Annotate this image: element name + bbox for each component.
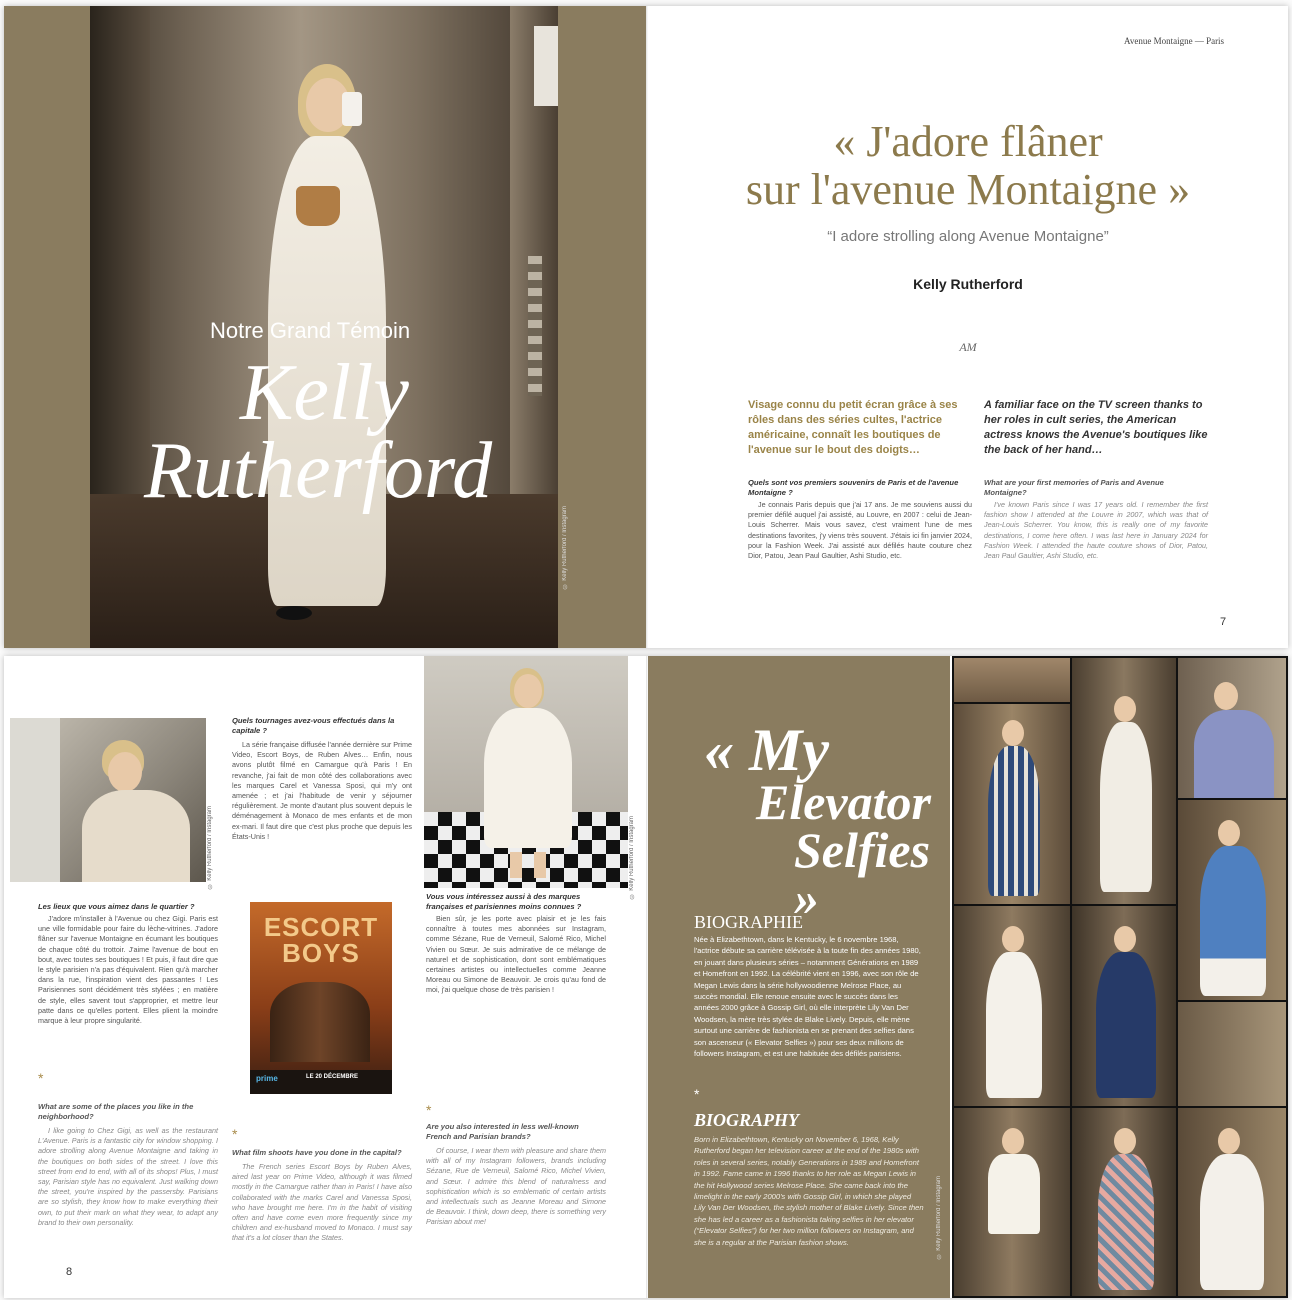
- selfie-photo: [954, 704, 1070, 904]
- answer-2-english: The French series Escort Boys by Ruben Alves, aired last year on Prime Video, although it was filmed mostly in the Camargue rather than in Paris! I have also collaborated with the marks Carel and Vanessa Sposi, who have brought me here. I'm in the habit of visiting often and have come even more frequently since my children and ex-husband moved to Monaco. I must say that it's a lot closer than the States.: [232, 1162, 412, 1243]
- selfie-photo: [1178, 1002, 1286, 1106]
- headline-line-2: Elevator: [756, 774, 931, 830]
- article-title-line-1: « J'adore flâner: [833, 117, 1103, 166]
- headline-line-3: Selfies »: [794, 822, 931, 926]
- bio-english-heading: BIOGRAPHY: [694, 1110, 800, 1130]
- cover-name-last: Rutherford: [144, 427, 493, 515]
- photo-credit-window: © Kelly Rutherford / Instagram: [207, 806, 213, 889]
- page-number-8: 8: [66, 1266, 73, 1278]
- answer-4-french: Bien sûr, je les porte avec plaisir et je les fais connaître à toutes mes abonnées sur Instagram, comme Sézane, Rue de Verneuil, Salomé Rico, Michel Vivien ou Sœur. Je suis admirative de ce mélange de naturel et de sophistication, dont sont emblématiques certaines artistes ou intellectuelles comme Jeanne Moreau ou Simone de Beauvoir. Je crois qu'au fond de moi, j'ai quelque chose de très parisien !: [426, 914, 606, 995]
- photo-window-portrait: [10, 718, 206, 882]
- poster-brand: prime: [256, 1074, 278, 1083]
- article-title-line-2: sur l'avenue Montaigne »: [745, 165, 1191, 214]
- page-number-7: 7: [1220, 616, 1227, 628]
- answer-4-english: Of course, I wear them with pleasure and share them with all of my Instagram followers, brands including Sézane, Rue de Verneuil, Salomé Rico, Michel Vivien, and Sœur. I admire this blend of naturalness and sophistication which is so emblematic of certain artists and intellectuals such as Jeanne Moreau and Simone de Beauvoir. I think, down deep, there is something very Parisian about me!: [426, 1146, 606, 1227]
- question-4-english: Are you also interested in less well-known French and Parisian brands?: [426, 1122, 579, 1141]
- answer-1-english: I've known Paris since I was 17 years old. I remember the first fashion show I attended at the Louvre in 2007, which was that of Jean-Louis Scherrer. You know, this is really one of my favorite destinations, I come here often. I was last here in January 2024 for Fashion Week. I attended the haute couture shows of Dior, Patou, Jean Paul Gaultier, Ashi Studio, etc.: [984, 500, 1208, 561]
- question-3-english: What are some of the places you like in the neighborhood?: [38, 1102, 194, 1121]
- question-1-english: What are your first memories of Paris and Avenue Montaigne?: [984, 478, 1164, 497]
- bio-french-heading: BIOGRAPHIE: [694, 912, 804, 932]
- question-3-french: Les lieux que vous aimez dans le quartier ?: [38, 902, 195, 911]
- selfie-photo: [1072, 906, 1176, 1106]
- article-title: [654, 118, 1282, 214]
- answer-3-french: J'adore m'installer à l'Avenue ou chez Gigi. Paris est une ville formidable pour faire du lèche-vitrines. J'adore flâner sur l'avenue Montaigne en écumant les boutiques de chaque côté du trottoir. J'aime l'avenue de bout en bout, avec toutes ses boutiques ! Et puis, il faut dire que le style parisien n'a pas d'équivalent. Rien qu'à marcher dans la rue, l'inspiration vient des passantes ! Les Parisiennes sont décidément très stylées ; en matière de style, elles savent tout s'approprier, et mettre leur patte dans ce qu'elles portent. Elles plient la moindre marque à leur propre singularité.: [38, 914, 218, 1026]
- bio-french: Née à Elizabethtown, dans le Kentucky, le 6 novembre 1968, l'actrice débute sa carrière télévisée à la toute fin des années 1980, en jouant dans plusieurs séries – notamment Générations en 1989 et Homefront en 1992. La célébrité vient en 1996, avec son rôle de Megan Lewis dans la série hollywoodienne Melrose Place, au succès mondial. Elle renoue ensuite avec le succès dans les années 2000 grâce à Gossip Girl, où elle interprète Lily Van Der Woodsen, la mère très stylée de Blake Lively. Depuis, elle mène surtout une carrière de fashionista en se prenant des selfies dans son ascenseur (« Elevator Selfies ») pour ses deux millions de followers Instagram, et est une habituée des défilés parisiens.: [694, 935, 921, 1059]
- escort-boys-poster: [250, 902, 392, 1094]
- selfie-photo: [954, 658, 1070, 702]
- poster-title-2: BOYS: [282, 938, 360, 968]
- answer-3-english: I like going to Chez Gigi, as well as the restaurant L'Avenue. Paris is a fantastic city for window shopping. I adore strolling along Avenue Montaigne and taking in the boutiques on both sides of the street. I love this street from end to end, with all of its shops! Plus, I must say, Parisian style has no equivalent. Just walking down the street, you're inspired by the passersby. Parisians are so stylish, they know how to make everything their own, to put their mark on what they wear, to adapt any brand to their own personality.: [38, 1126, 218, 1227]
- lead-english: A familiar face on the TV screen thanks to her roles in cult series, the American actress knows the Avenue's boutiques like the back of her hand…: [984, 399, 1208, 456]
- selfie-photo: [954, 906, 1070, 1106]
- cover-name-first: Kelly: [240, 349, 409, 437]
- selfie-photo: [1072, 658, 1176, 904]
- cover-kicker: Notre Grand Témoin: [210, 318, 411, 343]
- article-title-english: “I adore strolling along Avenue Montaigne”: [827, 228, 1109, 245]
- ornament-star-1: *: [38, 1070, 44, 1086]
- poster-title-1: ESCORT: [263, 912, 379, 942]
- selfie-photo: [1178, 1108, 1286, 1296]
- photo-credit-dior: © Kelly Rutherford / Instagram: [629, 816, 635, 899]
- monogram-ornament: AM: [959, 340, 977, 354]
- headline-line-1: « My: [704, 717, 829, 783]
- bio-english: Born in Elizabethtown, Kentucky on November 6, 1968, Kelly Rutherford began her television career at the end of the 1980s with roles in several series, notably Generations in 1989 and Homefront in 1992. Fame came in 1996 thanks to her role as Megan Lewis in the hit Hollywood series Melrose Place. She came back into the limelight in the early 2000's with Gossip Girl, in which she played Lily Van Der Woodsen, the stylish mother of Blake Lively. Since then she has led a career as a fashionista taking selfies in her elevator (“Elevator Selfies”) for her two million followers on Instagram, and she is a regular at the Parisian fashion shows.: [694, 1135, 924, 1247]
- selfie-photo: [1178, 800, 1286, 1000]
- selfie-grid: [952, 656, 1288, 1298]
- answer-1-french: Je connais Paris depuis que j'ai 17 ans. Je me souviens aussi du premier défilé auquel j'ai assisté, au Louvre, en 2007 : celui de Jean-Louis Scherrer. Mais vous savez, c'est vraiment l'une de mes destinations favorites, j'y viens très souvent. J'étais ici fin janvier 2024, pour la Fashion Week. J'ai assisté aux défilés haute couture chez Dior, Patou, Jean Paul Gaultier, Ashi Studio, etc.: [748, 500, 972, 561]
- poster-date: LE 20 DÉCEMBRE: [306, 1074, 359, 1080]
- photo-credit-selfies: © Kelly Rutherford / Instagram: [936, 1176, 942, 1259]
- spread-top: [4, 6, 1288, 648]
- selfie-photo: [954, 1108, 1070, 1296]
- spread-bottom: [4, 656, 1288, 1298]
- question-2-english: What film shoots have you done in the capital?: [232, 1148, 402, 1157]
- ornament-star-2: *: [232, 1126, 238, 1142]
- ornament-star-4: *: [694, 1086, 700, 1102]
- byline: Kelly Rutherford: [913, 276, 1023, 292]
- question-2-french: Quels tournages avez-vous effectués dans la capitale ?: [232, 716, 395, 735]
- question-1-french: Quels sont vos premiers souvenirs de Paris et de l'avenue Montaigne ?: [748, 478, 959, 497]
- selfie-photo: [1072, 1108, 1176, 1296]
- question-4-french: Vous vous intéressez aussi à des marques françaises et parisiennes moins connues ?: [426, 892, 582, 911]
- ornament-star-3: *: [426, 1102, 432, 1118]
- lead-french: Visage connu du petit écran grâce à ses rôles dans des séries cultes, l'actrice américaine, connaît les boutiques de l'avenue sur le bout des doigts…: [748, 399, 958, 456]
- photo-dior-event: [424, 656, 628, 888]
- running-head: Avenue Montaigne — Paris: [1124, 36, 1225, 46]
- selfie-photo: [1178, 658, 1286, 798]
- photo-credit: © Kelly Rutherford / Instagram: [562, 506, 568, 589]
- answer-2-french: La série française diffusée l'année dernière sur Prime Video, Escort Boys, de Ruben Alves… Enfin, nous avons plutôt filmé en Camargue qu'à Paris ! En revanche, j'ai fait de mon côté des collaborations avec les marques Carel et Vanessa Sposi, qui m'y ont amenée ; et j'ai l'habitude de venir y séjourner régulièrement. Je monte d'autant plus souvent depuis le déménagement à Monaco de mes enfants et de mon ex-mari. Il faut dire que c'est plus proche que depuis les États-Unis !: [232, 740, 412, 841]
